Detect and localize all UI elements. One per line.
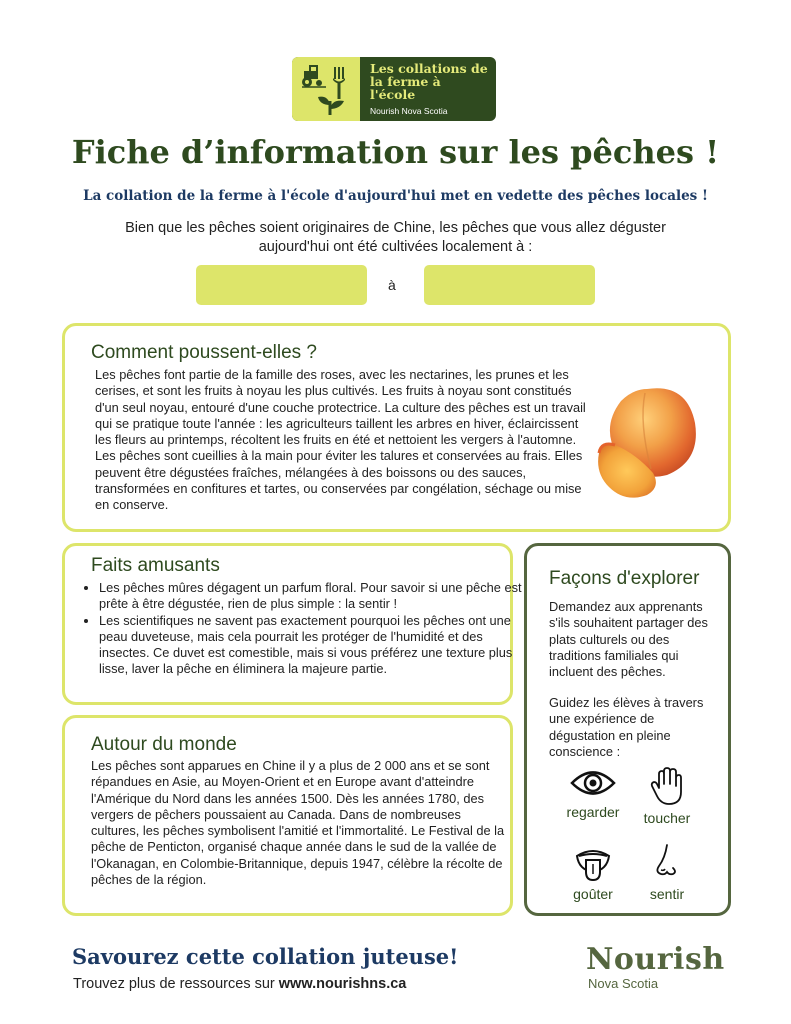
peach-image [595, 383, 705, 503]
nose-icon [647, 842, 687, 882]
explore-paragraph-1: Demandez aux apprenants s'ils souhaitent partager des plats culturels ou des traditions familiales qui incluent des pêches. [549, 599, 708, 680]
eye-icon [569, 766, 617, 800]
sense-smell [627, 842, 707, 902]
grow-card [62, 323, 731, 532]
origin-blank-left[interactable] [196, 265, 367, 305]
footer-url-link[interactable]: www.nourishns.ca [278, 976, 407, 992]
fun-fact-item: • Les scientifiques ne savent pas exactement pourquoi les pêches ont une peau duveteuse, mais cela pourrait les protéger de l'humidité et des insectes. Ce duvet est comestible, mais si vous préférez une texture plus lisse, laver la pêche en éliminera la majeure partie. [99, 613, 523, 678]
fun-facts-list [81, 580, 523, 678]
sense-taste [553, 842, 633, 902]
sense-taste-label: goûter [573, 886, 613, 902]
fun-fact-item: • Les pêches mûres dégagent un parfum floral. Pour savoir si une pêche est prête à être dégustée, rien de plus simple : la sentir ! [99, 580, 523, 613]
grow-body: Les pêches font partie de la famille des roses, avec les nectarines, les prunes et les cerises, et sont les fruits à noyau les plus cultivés. Les fruits à noyau sont constitués d'un seul noyau, entouré d'une couche protectrice. La culture des pêches est un travail qui se pratique toute l'année : les agriculteurs taillent les arbres en hiver, éclaircissent les fleurs au printemps, récoltent les fruits en été et nettoient les vergers à l'automne. Les pêches sont cueillies à la main pour éviter les talures et conservées au frais. Elles peuvent être dégustées fraîches, mélangées à des boissons ou des sauces, transformées en confitures et tartes, ou conservées par congélation, séchage ou mise en conserve. [95, 367, 586, 513]
connector-word: à [388, 277, 396, 293]
badge-title: Les collations de la ferme à l'école [370, 61, 488, 102]
sense-look [553, 766, 633, 820]
logo-subtitle: Nova Scotia [588, 976, 659, 991]
program-badge [292, 57, 496, 121]
world-heading: Autour du monde [91, 734, 237, 755]
footer-title: Savourez cette collation juteuse! [72, 944, 459, 969]
sense-touch [627, 766, 707, 826]
explore-heading: Façons d'explorer [549, 568, 700, 589]
page-subtitle: La collation de la ferme à l'école d'aujourd'hui met en vedette des pêches locales ! [83, 188, 708, 204]
origin-blank-right[interactable] [424, 265, 595, 305]
footer-resources [73, 976, 406, 992]
tractor-fork-sprout-icon [292, 57, 360, 121]
page-title: Fiche d’information sur les pêches ! [71, 133, 720, 171]
hand-icon [647, 766, 687, 806]
explore-paragraph-2: Guidez les élèves à travers une expérience de dégustation en pleine conscience : [549, 695, 704, 759]
sense-look-label: regarder [566, 804, 620, 820]
sense-touch-label: toucher [643, 810, 691, 826]
world-card [62, 715, 513, 916]
world-body: Les pêches sont apparues en Chine il y a plus de 2 000 ans et se sont répandues en Asie, au Moyen-Orient et en Europe avant d'atteindre l'Amérique du Nord dans les années 1500. Dès les années 1780, des vergers de pêchers poussaient au Canada. Dans de nombreuses cultures, les pêches symbolisent l'amitié et l'immortalité. Le Festival de la pêche de Penticton, organisé chaque année dans le sud de la vallée de l'Okanagan, en Colombie-Britannique, depuis 1947, célèbre la récolte de pêches de la région. [91, 758, 505, 888]
explore-card [524, 543, 731, 916]
mouth-tongue-icon [573, 842, 613, 882]
fun-facts-heading: Faits amusants [91, 555, 220, 576]
badge-subtitle: Nourish Nova Scotia [370, 106, 448, 116]
footer-text-prefix: Trouvez plus de ressources sur [73, 976, 279, 992]
fun-facts-card [62, 543, 522, 705]
grow-heading: Comment poussent-elles ? [91, 342, 317, 363]
nourish-logo [586, 942, 736, 994]
farm-icon-box [292, 57, 360, 121]
sense-smell-label: sentir [649, 886, 685, 902]
intro-text: Bien que les pêches soient originaires de Chine, les pêches que vous allez déguster aujourd'hui ont été cultivées localement à : [125, 220, 666, 255]
logo-wordmark: Nourish [586, 942, 725, 977]
